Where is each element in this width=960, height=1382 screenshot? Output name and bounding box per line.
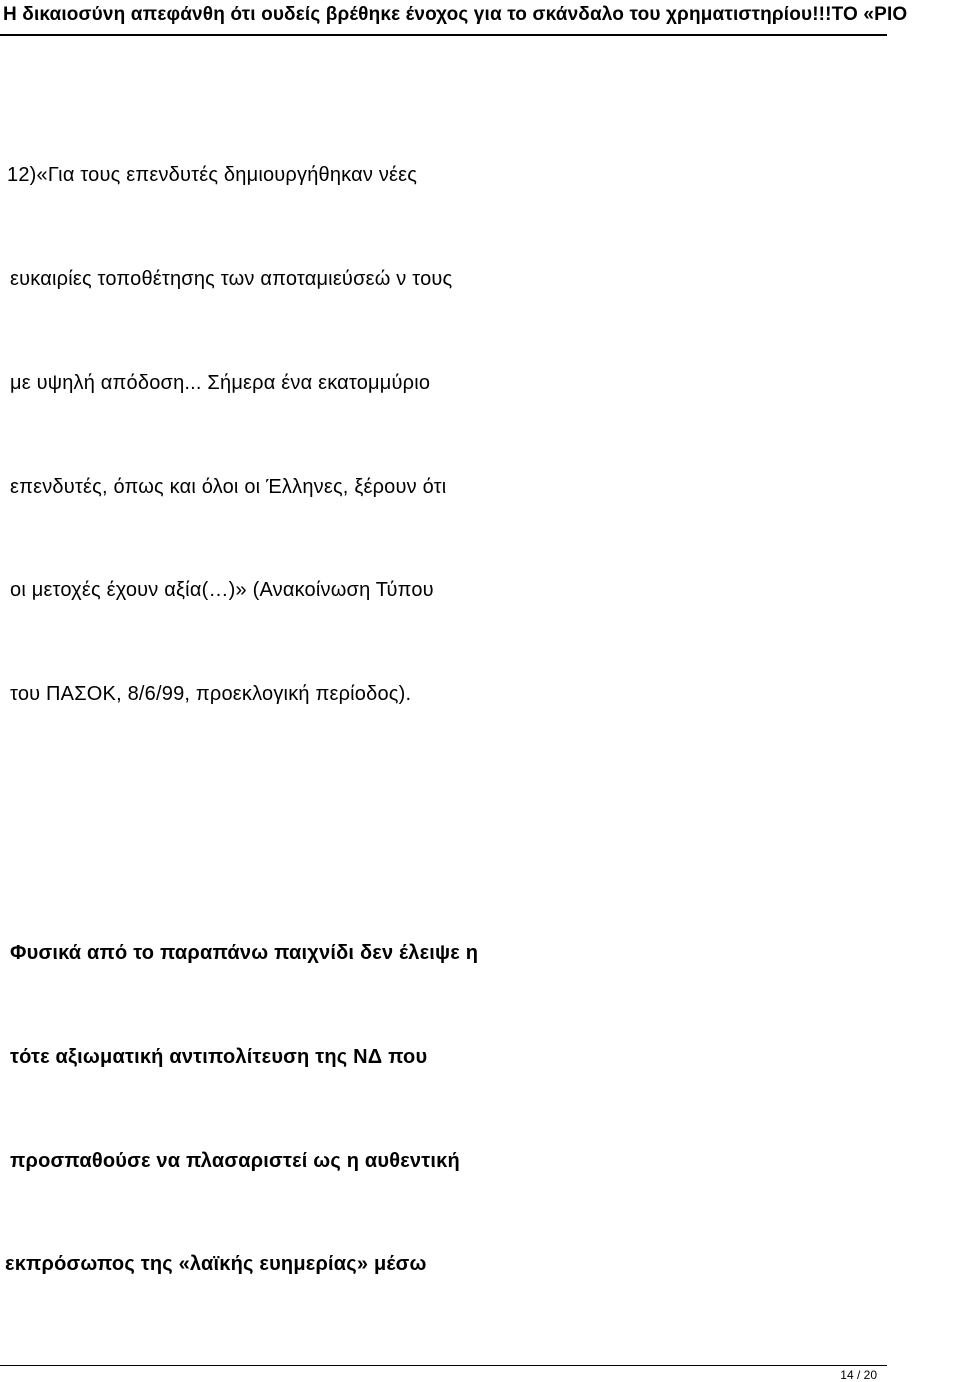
body-line-7: Φυσικά από το παραπάνω παιχνίδι δεν έλειψε η	[10, 942, 479, 964]
body-line-5: οι μετοχές έχουν αξία(…)» (Ανακοίνωση Τύπου	[10, 579, 434, 601]
header-divider	[0, 34, 887, 36]
body-line-4: επενδυτές, όπως και όλοι οι Έλληνες, ξέρουν ότι	[10, 476, 447, 498]
body-line-10: εκπρόσωπος της «λαϊκής ευημερίας» μέσω	[5, 1253, 427, 1275]
page-number: 14 / 20	[840, 1368, 877, 1382]
body-line-8: τότε αξιωματική αντιπολίτευση της ΝΔ που	[10, 1046, 428, 1068]
body-line-1: 12)«Για τους επενδυτές δημιουργήθηκαν νέες	[7, 164, 418, 186]
body-line-3: με υψηλή απόδοση... Σήμερα ένα εκατομμύριο	[10, 372, 431, 394]
page-header	[0, 0, 960, 40]
document-title: Η δικαιοσύνη απεφάνθη ότι ουδείς βρέθηκε ένοχος για το σκάνδαλο του χρηματιστηρίου!!!ΤΟ «ΡΙΟ	[3, 4, 908, 25]
body-line-2: ευκαιρίες τοποθέτησης των αποταμιεύσεώ ν τους	[10, 268, 453, 290]
footer-divider	[0, 1365, 887, 1366]
body-line-9: προσπαθούσε να πλασαριστεί ως η αυθεντική	[10, 1150, 460, 1172]
body-line-6: του ΠΑΣΟΚ, 8/6/99, προεκλογική περίοδος).	[10, 683, 412, 705]
